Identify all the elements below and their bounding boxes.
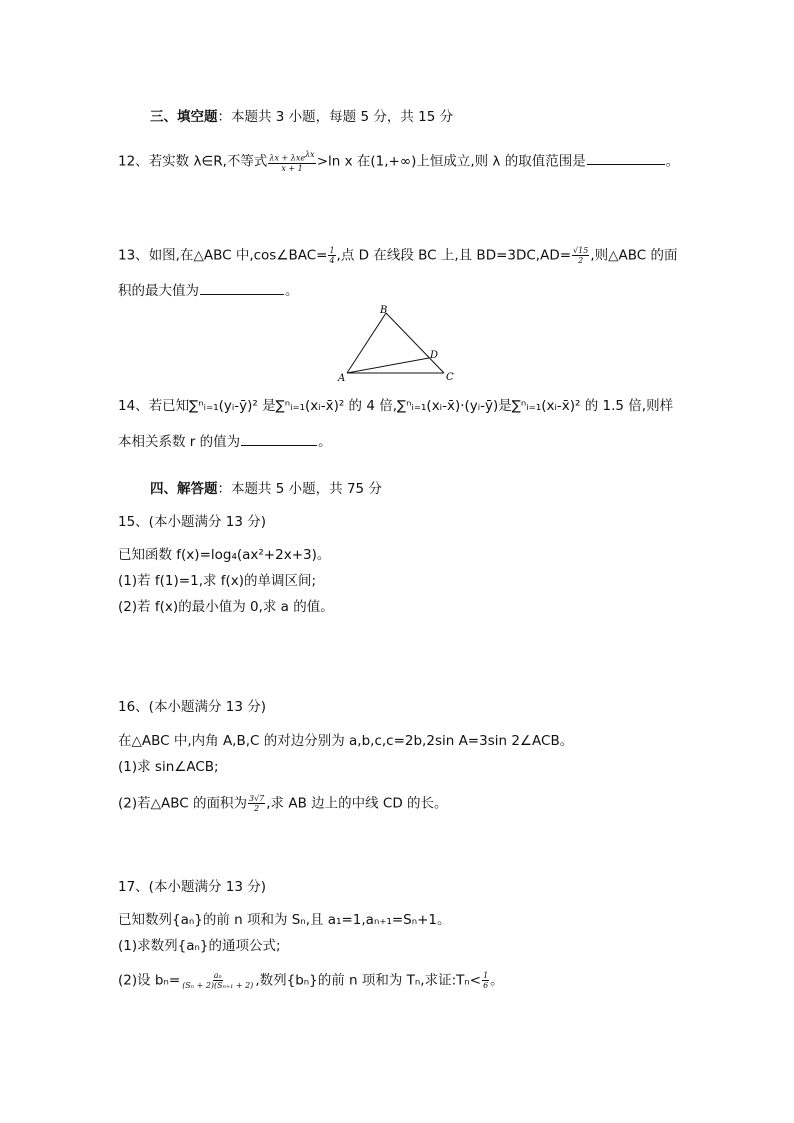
label-d: D [430, 350, 439, 361]
q17-part-2 [118, 971, 504, 990]
q16-header: 16、(本小题满分 13 分) [118, 699, 266, 715]
q12-fraction [268, 150, 315, 173]
section-4-heading-rest: ：本题共 5 小题，共 75 分 [217, 481, 382, 497]
triangle-figure [334, 303, 464, 385]
q17-frac2-den: 6 [483, 981, 489, 990]
q16-fraction [248, 794, 265, 813]
q16-stem: 在△ABC 中,内角 A,B,C 的对边分别为 a,b,c,c=2b,2sin A=3sin 2∠ACB。 [118, 733, 574, 749]
label-c: C [446, 372, 454, 383]
q13-post: ,则△ABC 的面 [590, 247, 678, 264]
q17-p2-mid: ,数列{bₙ}的前 n 项和为 Tₙ,求证:Tₙ< [255, 972, 482, 989]
section-4-heading [150, 480, 382, 498]
q17-p2-end: 。 [490, 972, 504, 989]
q13-number: 13、 [118, 247, 149, 264]
q13-frac2-num: √15 [573, 246, 589, 255]
q17-frac2-num: 1 [483, 971, 489, 980]
q13-fraction-1 [328, 246, 335, 265]
q12-number: 12、 [118, 153, 149, 170]
q16-frac-den: 2 [254, 804, 260, 813]
q16-p2-pre: (2)若△ABC 的面积为 [118, 795, 247, 812]
q17-frac1-den: (Sₙ + 2)(Sₙ₊₁ + 2) [182, 981, 254, 990]
question-13-line1 [118, 246, 677, 265]
q14-line2-end: 。 [318, 434, 332, 450]
segment-ad [347, 358, 429, 373]
q13-answer-blank[interactable] [200, 281, 284, 295]
section-3-heading-bold: 三、填空题 [150, 109, 218, 125]
q12-mid: >ln x 在(1,+∞)上恒成立,则 λ 的取值范围是 [316, 153, 586, 170]
q15-stem: 已知函数 f(x)=log₄(ax²+2x+3)。 [118, 547, 331, 563]
side-ab [347, 313, 386, 373]
q17-header: 17、(本小题满分 13 分) [118, 879, 266, 895]
q12-end: 。 [665, 153, 680, 170]
q13-line2-end: 。 [285, 283, 299, 299]
section-4-heading-bold: 四、解答题 [150, 481, 218, 497]
label-a: A [338, 373, 346, 384]
q13-fraction-2 [572, 246, 589, 265]
q16-part-2 [118, 794, 448, 813]
question-14-line2 [118, 432, 332, 451]
q14-answer-blank[interactable] [241, 432, 317, 446]
q15-part-2: (2)若 f(x)的最小值为 0,求 a 的值。 [118, 599, 334, 615]
q13-frac2-den: 2 [578, 256, 584, 265]
q16-frac-num: 3√7 [248, 794, 265, 803]
q12-frac-den: x + 1 [281, 163, 303, 173]
q15-part-1: (1)若 f(1)=1,求 f(x)的单调区间; [118, 573, 317, 589]
q17-fraction-2 [482, 971, 489, 990]
section-3-heading-rest: ：本题共 3 小题，每题 5 分，共 15 分 [217, 109, 454, 125]
q12-answer-blank[interactable] [587, 151, 665, 165]
q13-frac1-num: 1 [329, 246, 335, 255]
label-b: B [380, 305, 388, 316]
section-3-heading [150, 108, 453, 126]
q16-p2-post: ,求 AB 边上的中线 CD 的长。 [266, 795, 448, 812]
question-13-line2 [118, 281, 299, 300]
q17-part-1: (1)求数列{aₙ}的通项公式; [118, 938, 281, 954]
q17-stem: 已知数列{aₙ}的前 n 项和为 Sₙ,且 a₁=1,aₙ₊₁=Sₙ+1。 [118, 912, 451, 928]
q17-frac1-num: aₙ [213, 971, 222, 980]
q15-header: 15、(本小题满分 13 分) [118, 514, 266, 530]
q14-line2: 本相关系数 r 的值为 [118, 434, 241, 450]
q12-frac-num-sup: λx [305, 150, 315, 159]
q16-part-1: (1)求 sin∠ACB; [118, 759, 219, 775]
q17-fraction-1 [181, 971, 254, 990]
q13-mid: ,点 D 在线段 BC 上,且 BD=3DC,AD= [336, 247, 572, 264]
q14-line1: 若已知∑ⁿᵢ₌₁(yᵢ-ȳ)² 是∑ⁿᵢ₌₁(xᵢ-x̄)² 的 4 倍,∑ⁿᵢ₌₁(xᵢ-x̄)·(yᵢ-ȳ)是∑ⁿᵢ₌₁(xᵢ-x̄)² 的 1.5 倍,则样 [148, 398, 674, 414]
q13-pre: 如图,在△ABC 中,cos∠BAC= [148, 247, 328, 264]
q12-frac-num: λx + λxe [269, 153, 306, 163]
q17-p2-pre: (2)设 bₙ= [118, 972, 181, 989]
question-12 [118, 150, 679, 173]
q13-line2: 积的最大值为 [118, 283, 199, 299]
question-14-line1 [118, 397, 673, 415]
q13-frac1-den: 4 [329, 256, 335, 265]
q12-pre: 若实数 λ∈R,不等式 [148, 153, 268, 170]
q14-number: 14、 [118, 398, 149, 414]
